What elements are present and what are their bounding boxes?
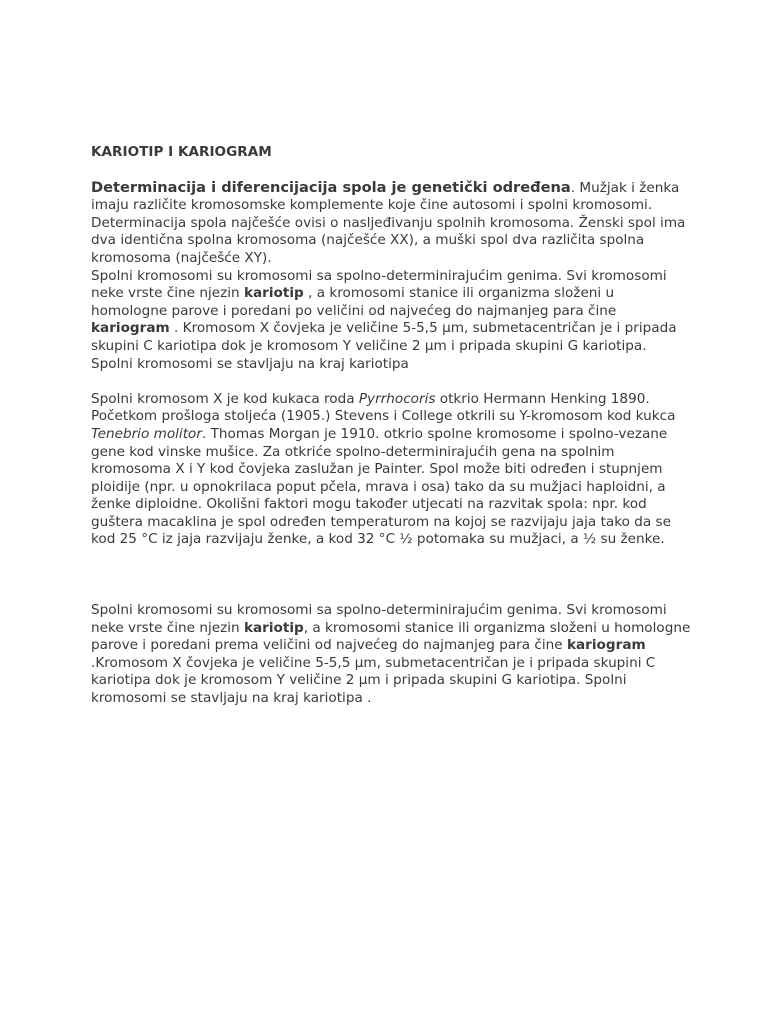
- intro-paragraph: [91, 179, 691, 268]
- section1-text-2: , a kromosomi stanice ili organizma složeni u homologne parove i poredani po veličini od najvećeg do najmanjeg para čine: [91, 285, 617, 319]
- section2-paragraph: [91, 391, 691, 549]
- intro-lead-bold: Determinacija i diferencijacija spola je genetički određena: [91, 178, 571, 196]
- section3-text-3: .Kromosom X čovjeka je veličine 5-5,5 µm, submetacentričan je i pripada skupini C kariotipa dok je kromosom Y veličine 2 µm i pripada skupini G kariotipa. Spolni kromosomi se stavljaju na kraj kariotipa .: [91, 654, 656, 707]
- section1-text-3: . Kromosom X čovjeka je veličine 5-5,5 µm, submetacentričan je i pripada skupini C kariotipa dok je kromosom Y veličine 2 µm i pripada skupini G kariotipa. Spolni kromosomi se stavljaju na kraj kariotipa: [91, 320, 677, 372]
- section2-text-1: Spolni kromosom X je kod kukaca roda: [91, 390, 359, 407]
- section3-text-2: , a kromosomi stanice ili organizma složeni u homologne parove i poredani prema veličini od najvećeg do najmanjeg para čine: [91, 619, 691, 654]
- section3-paragraph: [91, 602, 691, 708]
- section3-bold-kariotip: kariotip: [243, 619, 304, 636]
- section2-text-2: otkrio Hermann Henking 1890. Početkom prošloga stoljeća (1905.) Stevens i College otkrili su Y-kromosom kod kukca: [91, 390, 676, 425]
- paragraph-gap: [91, 373, 691, 391]
- section3-text-1: Spolni kromosomi su kromosomi sa spolno-determinirajućim genima. Svi kromosomi neke vrste čine njezin: [91, 602, 667, 636]
- section1-bold-kariotip: kariotip: [243, 285, 304, 302]
- document-body: [91, 144, 691, 708]
- section2-text-3: . Thomas Morgan je 1910. otkrio spolne kromosome i spolno-vezane gene kod vinske mušice. Za otkriće spolno-determinirajućih gena na spolnim kromosoma X i Y kod čovjeka zaslužan je Painter. Spol može biti određen i stupnjem ploidije (npr. u opnokrilaca poput pčela, mrava i osa) tako da su mužjaci haploidni, a ženke diploidne. Okolišni faktori mogu također utjecati na razvitak spola: npr. kod guštera macaklina je spol određen temperaturom na kojoj se razvijaju jaja tako da se kod 25 °C iz jaja razvijaju ženke, a kod 32 °C ½ potomaka su mužjaci, a ½ su ženke.: [91, 425, 671, 548]
- large-gap: [91, 549, 691, 602]
- intro-text: . Mužjak i ženka imaju različite kromosomske komplemente koje čine autosomi i spolni kromosomi. Determinacija spola najčešće ovisi o nasljeđivanju spolnih kromosoma. Ženski spol ima dva identična spolna kromosoma (najčešće XX), a muški spol dva različita spolna kromosoma (najčešće XY).: [91, 179, 686, 266]
- section2-italic-pyrrhocoris: Pyrrhocoris: [358, 390, 436, 407]
- section3-bold-kariogram: kariogram: [566, 637, 646, 654]
- section1-paragraph: [91, 268, 691, 374]
- document-title: KARIOTIP I KARIOGRAM: [91, 144, 272, 160]
- section1-text-1: Spolni kromosomi su kromosomi sa spolno-determinirajućim genima. Svi kromosomi neke vrste čine njezin: [91, 267, 667, 302]
- section2-italic-tenebrio: Tenebrio molitor: [91, 425, 202, 442]
- section1-bold-kariogram: kariogram: [91, 320, 170, 337]
